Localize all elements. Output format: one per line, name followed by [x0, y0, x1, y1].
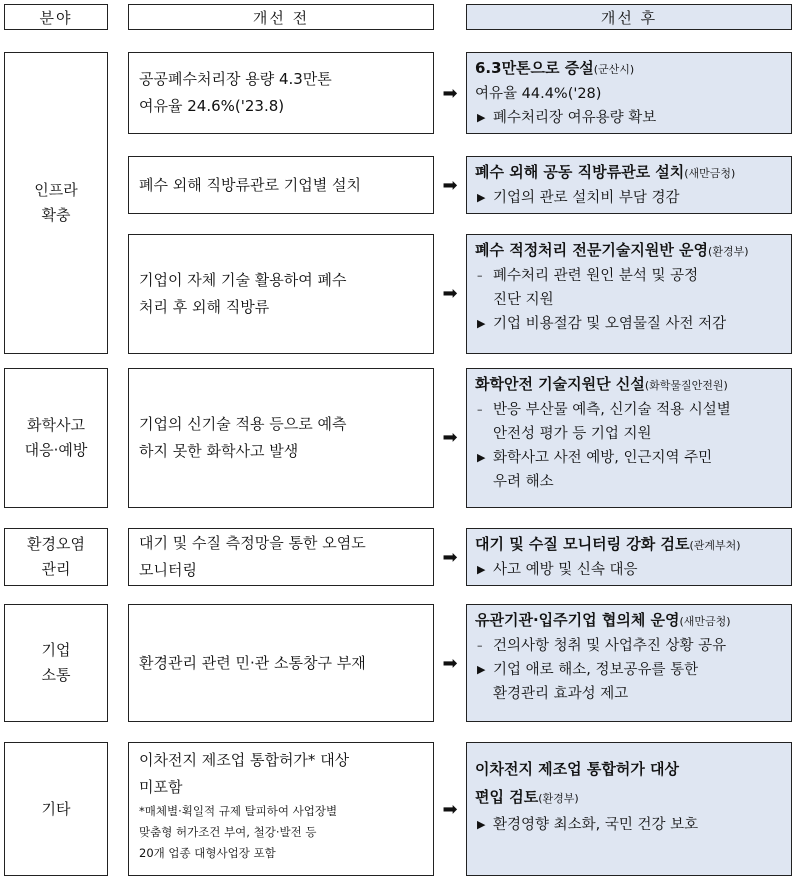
- before-text: 여유율 24.6%('23.8): [139, 97, 285, 115]
- triangle-bullet-icon: ▶: [477, 663, 486, 676]
- triangle-bullet-icon: ▶: [477, 111, 486, 124]
- after-cell-comm: [466, 604, 792, 722]
- before-text: 이차전지 제조업 통합허가* 대상: [139, 751, 350, 769]
- before-text: 하지 못한 화학사고 발생: [139, 442, 299, 460]
- header-after-label: 개선 후: [600, 8, 658, 27]
- after-title: 폐수 적정처리 전문기술지원반 운영(환경부): [475, 241, 749, 259]
- category-label: 기업: [41, 641, 71, 659]
- after-bullet: ▶ 기업 애로 해소, 정보공유를 통한 환경관리 효과성 제고: [475, 658, 783, 706]
- after-text: 여유율 44.4%('28): [475, 86, 602, 102]
- before-cell-infra-3: [128, 234, 434, 354]
- category-etc: [4, 742, 108, 876]
- after-dash-item: – 폐수처리 관련 원인 분석 및 공정 진단 지원: [475, 264, 783, 312]
- after-dash-item: – 건의사항 청취 및 사업추진 상황 공유: [475, 634, 783, 658]
- before-text: 공공폐수처리장 용량 4.3만톤: [139, 70, 332, 88]
- before-text: 대기 및 수질 측정망을 통한 오염도: [139, 534, 366, 552]
- before-cell-infra-1: [128, 52, 434, 134]
- header-before: [128, 4, 434, 30]
- category-label: 화학사고: [27, 416, 85, 434]
- before-cell-chem: [128, 368, 434, 508]
- category-label: 대응·예방: [24, 441, 88, 459]
- after-bullet: ▶ 폐수처리장 여유용량 확보: [475, 106, 783, 130]
- header-before-label: 개선 전: [252, 8, 310, 27]
- after-bullet: ▶ 화학사고 사전 예방, 인근지역 주민 우려 해소: [475, 446, 783, 494]
- before-text: 기업이 자체 기술 활용하여 폐수: [139, 271, 347, 289]
- category-env: [4, 528, 108, 586]
- after-cell-infra-2: [466, 156, 792, 214]
- header-field-label: 분야: [39, 8, 73, 27]
- before-text: 처리 후 외해 직방류: [139, 298, 270, 316]
- before-text: 폐수 외해 직방류관로 기업별 설치: [139, 175, 361, 194]
- right-arrow-icon: ➡: [442, 283, 458, 304]
- after-title: 대기 및 수질 모니터링 강화 검토(관계부처): [475, 535, 741, 553]
- after-cell-infra-3: [466, 234, 792, 354]
- before-cell-env: [128, 528, 434, 586]
- before-cell-etc: [128, 742, 434, 876]
- triangle-bullet-icon: ▶: [477, 563, 486, 576]
- before-text: 모니터링: [139, 561, 197, 579]
- after-bullet: ▶ 기업의 관로 설치비 부담 경감: [475, 186, 783, 210]
- before-text: 미포함: [139, 778, 183, 796]
- category-label: 관리: [41, 560, 71, 578]
- after-title: 폐수 외해 공동 직방류관로 설치(새만금청): [475, 163, 736, 181]
- triangle-bullet-icon: ▶: [477, 191, 486, 204]
- after-bullet: ▶ 기업 비용절감 및 오염물질 사전 저감: [475, 312, 783, 336]
- dash-bullet-icon: –: [477, 403, 483, 416]
- dash-bullet-icon: –: [477, 269, 483, 282]
- triangle-bullet-icon: ▶: [477, 317, 486, 330]
- right-arrow-icon: ➡: [442, 83, 458, 104]
- header-after: [466, 4, 792, 30]
- right-arrow-icon: ➡: [442, 427, 458, 448]
- category-chem: [4, 368, 108, 508]
- category-label: 인프라: [34, 181, 78, 199]
- after-title: 유관기관·입주기업 협의체 운영(새만금청): [475, 611, 731, 629]
- before-text: 기업의 신기술 적용 등으로 예측: [139, 415, 347, 433]
- right-arrow-icon: ➡: [442, 653, 458, 674]
- dash-bullet-icon: –: [477, 639, 483, 652]
- category-label: 확충: [41, 206, 71, 224]
- before-cell-infra-2: [128, 156, 434, 214]
- category-label: 소통: [41, 666, 71, 684]
- after-bullet: ▶ 환경영향 최소화, 국민 건강 보호: [475, 813, 783, 837]
- after-title: 이차전지 제조업 통합허가 대상 편입 검토(환경부): [475, 760, 680, 806]
- triangle-bullet-icon: ▶: [477, 818, 486, 831]
- after-cell-chem: [466, 368, 792, 508]
- after-bullet: ▶ 사고 예방 및 신속 대응: [475, 558, 783, 582]
- category-label: 기타: [41, 799, 71, 818]
- header-field: [4, 4, 108, 30]
- category-infra: [4, 52, 108, 354]
- before-text: 환경관리 관련 민·관 소통창구 부재: [139, 653, 366, 672]
- after-title: 화학안전 기술지원단 신설(화학물질안전원): [475, 375, 728, 393]
- category-comm: [4, 604, 108, 722]
- after-title: 6.3만톤으로 증설(군산시): [475, 59, 635, 77]
- after-cell-env: [466, 528, 792, 586]
- triangle-bullet-icon: ▶: [477, 451, 486, 464]
- after-dash-item: – 반응 부산물 예측, 신기술 적용 시설별 안전성 평가 등 기업 지원: [475, 398, 783, 446]
- category-label: 환경오염: [27, 535, 85, 553]
- right-arrow-icon: ➡: [442, 547, 458, 568]
- before-cell-comm: [128, 604, 434, 722]
- right-arrow-icon: ➡: [442, 799, 458, 820]
- after-cell-etc: [466, 742, 792, 876]
- before-footnote: *매체별·획일적 규제 탈피하여 사업장별 맞춤형 허가조건 부여, 철강·발전 등 20개 업종 대형사업장 포함: [139, 804, 338, 860]
- right-arrow-icon: ➡: [442, 175, 458, 196]
- after-cell-infra-1: [466, 52, 792, 134]
